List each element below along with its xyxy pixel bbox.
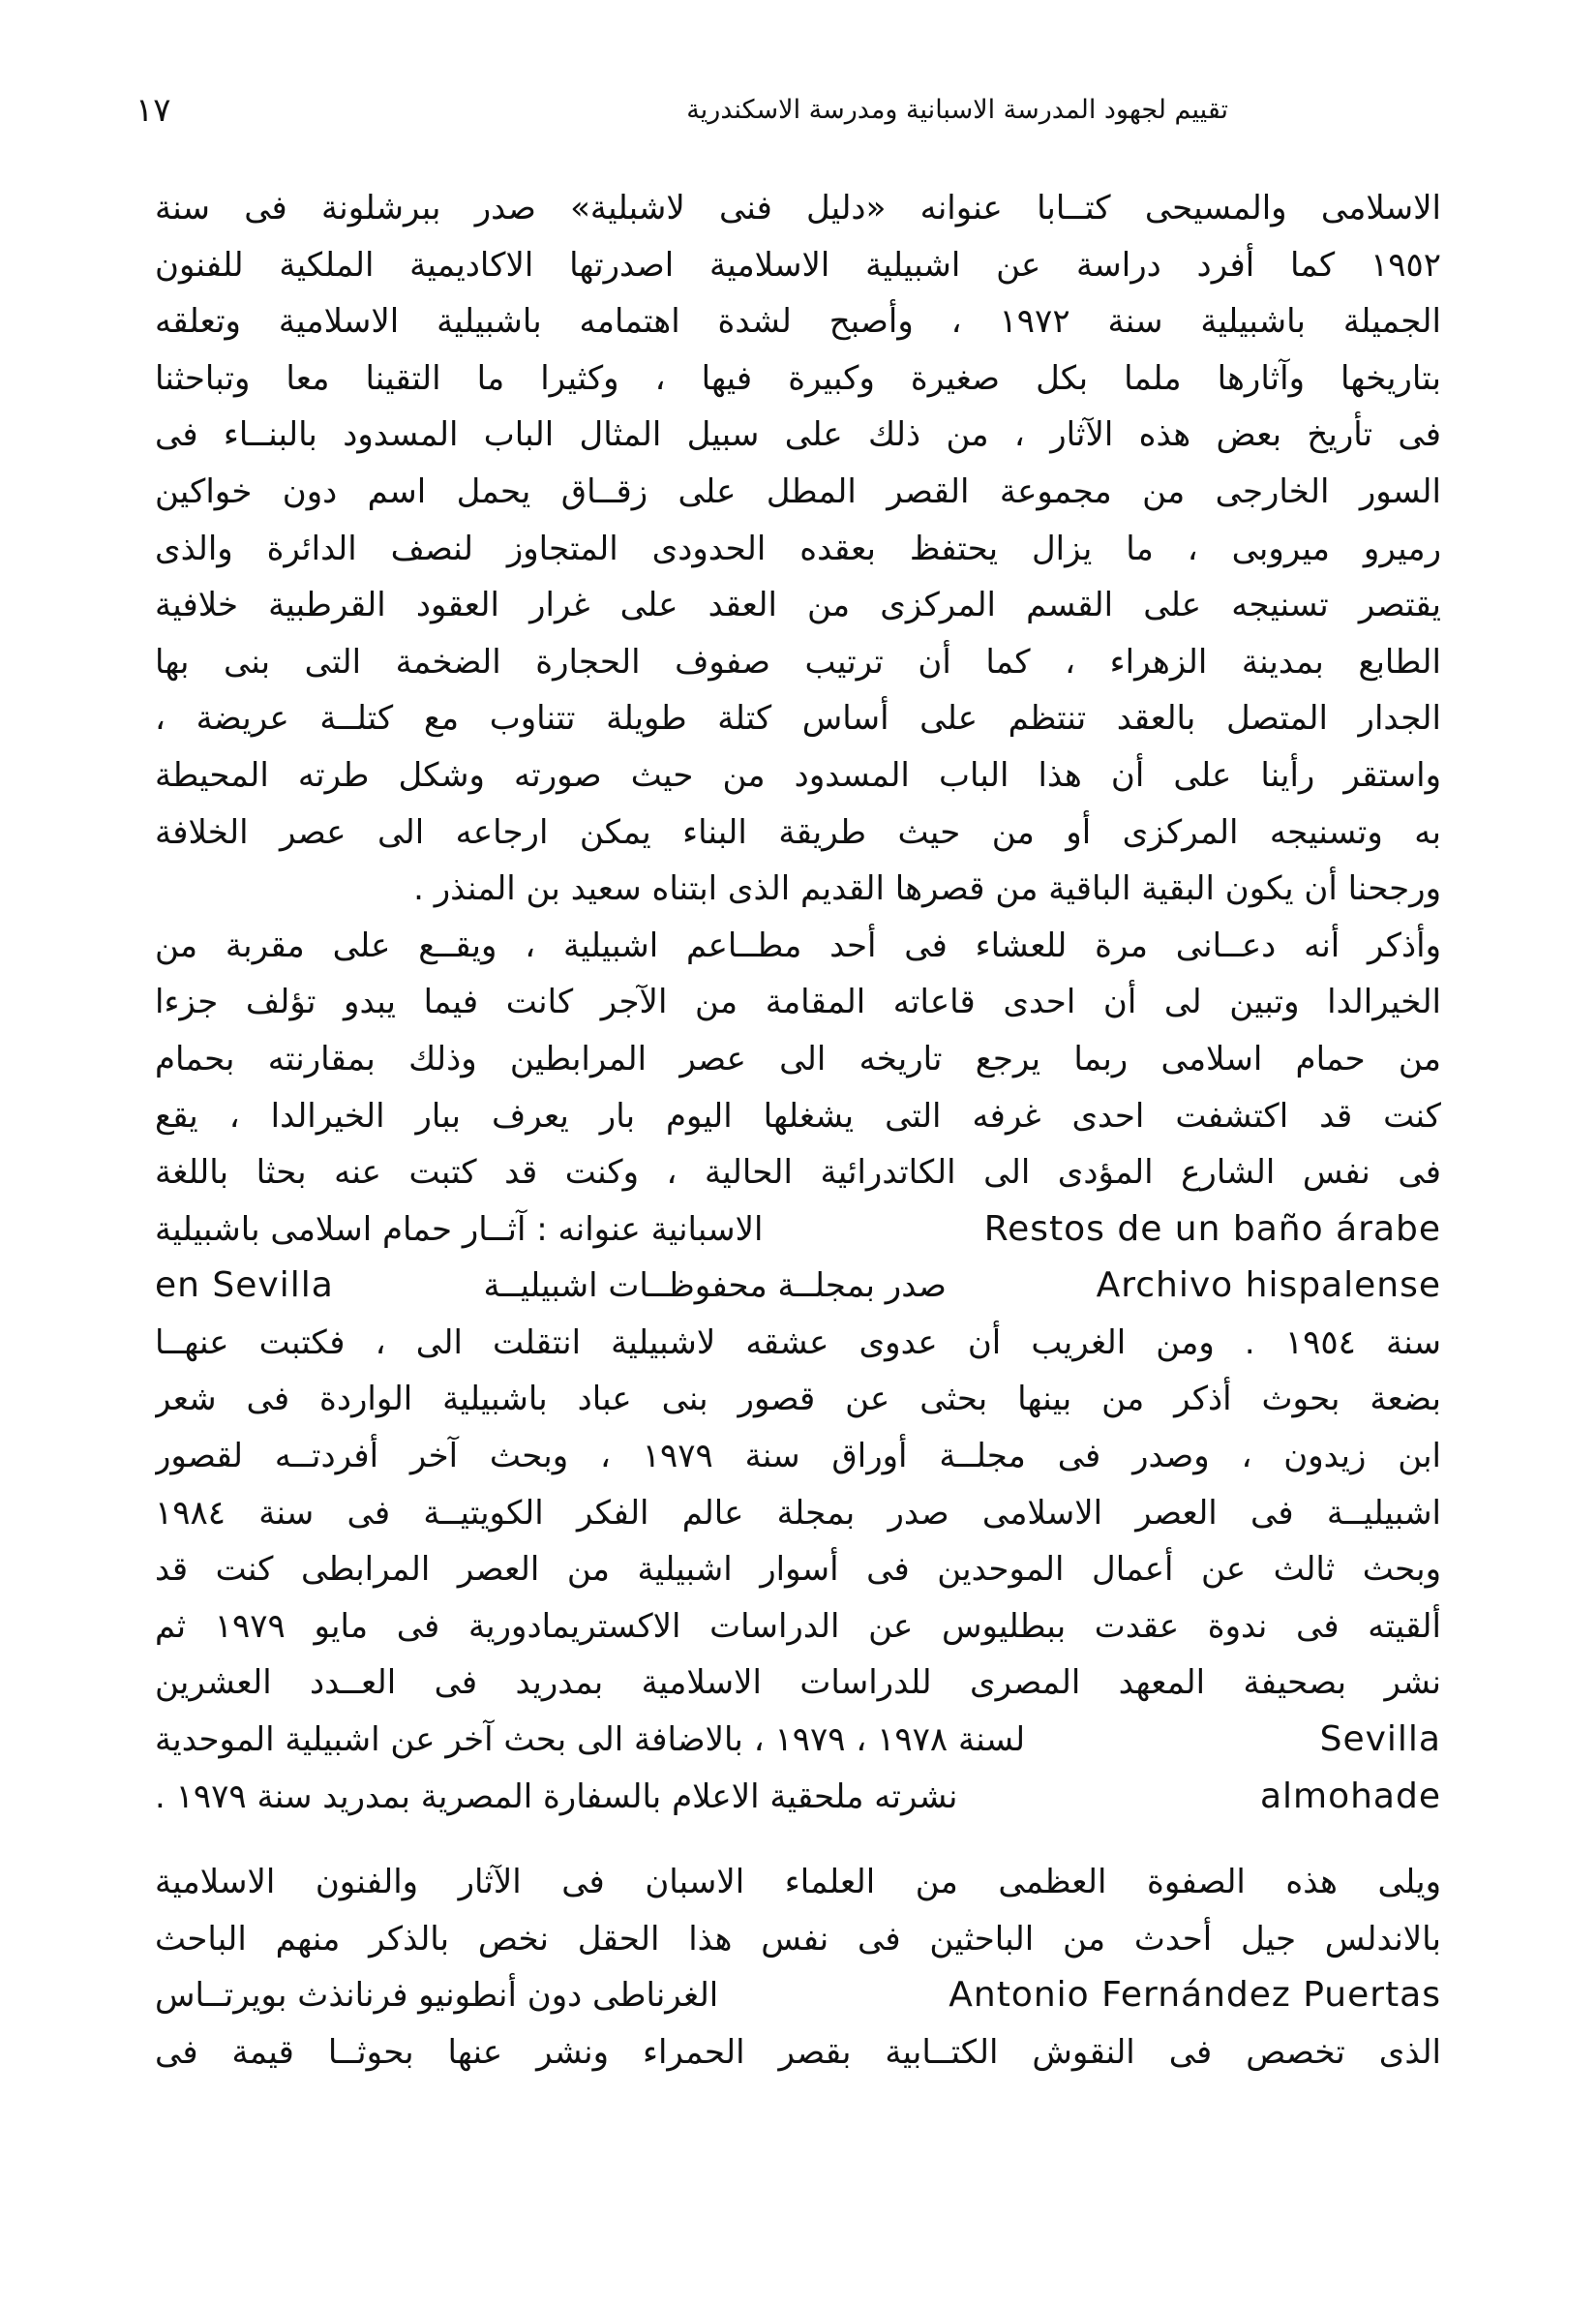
text-line: يقتصر تسنيجه على القسم المركزى من العقد على غرار العقود القرطبية خلافية <box>155 586 1441 625</box>
text-line: بتاريخها وآثارها ملما بكل صغيرة وكبيرة فيها ، وكثيرا ما التقينا معا وتباحثنا <box>155 358 1441 398</box>
text-line: السور الخارجى من مجموعة القصر المطل على زقــاق يحمل اسم دون خواكين <box>155 471 1441 511</box>
text-line: بضعة بحوث أذكر من بينها بحثى عن قصور بنى عباد باشبيلية الواردة فى شعر <box>155 1380 1441 1419</box>
running-title: تقييم لجهود المدرسة الاسبانية ومدرسة الاسكندرية <box>686 95 1228 125</box>
latin-title: Restos de un baño árabe <box>983 1208 1441 1249</box>
paragraph-gap <box>155 1825 1441 1854</box>
text-line: الخيرالدا وتبين لى أن احدى قاعاته المقامة من الآجر كانت فيما يبدو تؤلف جزءا <box>155 983 1441 1022</box>
text-line: واستقر رأينا على أن هذا الباب المسدود من حيث صورته وشكل طرته المحيطة <box>155 755 1441 795</box>
latin-journal: Archivo hispalense <box>1096 1265 1441 1306</box>
arabic-segment: لسنة ١٩٧٨ ، ١٩٧٩ ، بالاضافة الى بحث آخر عن اشبيلية الموحدية <box>155 1720 1026 1760</box>
mixed-line <box>155 1201 1441 1259</box>
text-line: رميرو ميروبى ، ما يزال يحتفظ بعقده الحدودى المتجاوز لنصف الدائرة والذى <box>155 529 1441 568</box>
page-number: ١٧ <box>136 91 171 130</box>
text-line: به وتسنيجه المركزى أو من حيث طريقة البناء يمكن ارجاعه الى عصر الخلافة <box>155 812 1441 852</box>
latin-place: en Sevilla <box>155 1265 334 1306</box>
text-line: فى تأريخ بعض هذه الآثار ، من ذلك على سبيل المثال الباب المسدود بالبنــاء فى <box>155 415 1441 455</box>
text-line: فى نفس الشارع المؤدى الى الكاتدرائية الحالية ، وكنت قد كتبت عنه بحثا باللغة <box>155 1153 1441 1193</box>
latin-word: Sevilla <box>1319 1719 1441 1760</box>
arabic-segment: نشرته ملحقية الاعلام بالسفارة المصرية بمدريد سنة ١٩٧٩ . <box>155 1777 958 1816</box>
text-line: الاسلامى والمسيحى كتــابا عنوانه «دليل فنى لاشبلية» صدر ببرشلونة فى سنة <box>155 189 1441 228</box>
text-line: من حمام اسلامى ربما يرجع تاريخه الى عصر المرابطين وذلك بمقارنته بحمام <box>155 1039 1441 1078</box>
text-line: ألقيته فى ندوة عقدت ببطليوس عن الدراسات الاكستريمادورية فى مايو ١٩٧٩ ثم <box>155 1606 1441 1646</box>
text-line: ورجحنا أن يكون البقية الباقية من قصرها القديم الذى ابتناه سعيد بن المنذر . <box>413 869 1441 909</box>
text-line: ويلى هذه الصفوة العظمى من العلماء الاسبان فى الآثار والفنون الاسلامية <box>155 1863 1441 1902</box>
text-line: نشر بصحيفة المعهد المصرى للدراسات الاسلامية بمدريد فى العــدد العشرين <box>155 1663 1441 1703</box>
mixed-line <box>155 1258 1441 1315</box>
text-line: سنة ١٩٥٤ . ومن الغريب أن عدوى عشقه لاشبيلية انتقلت الى ، فكتبت عنهــا <box>155 1322 1441 1362</box>
text-line: الجدار المتصل بالعقد تنتظم على أساس كتلة طويلة تتناوب مع كتلــة عريضة ، <box>155 699 1441 739</box>
text-line: كنت قد اكتشفت احدى غرفه التى يشغلها اليوم بار يعرف ببار الخيرالدا ، يقع <box>155 1096 1441 1136</box>
arabic-segment: الاسبانية عنوانه : آثــار حمام اسلامى باشبيلية <box>155 1209 764 1249</box>
text-line: الطابع بمدينة الزهراء ، كما أن ترتيب صفوف الحجارة الضخمة التى بنى بها <box>155 642 1441 682</box>
text-line: ابن زيدون ، وصدر فى مجلــة أوراق سنة ١٩٧٩ ، وبحث آخر أفردتــه لقصور <box>155 1437 1441 1476</box>
text-line: بالاندلس جيل أحدث من الباحثين فى نفس هذا الحقل نخص بالذكر منهم الباحث <box>155 1919 1441 1959</box>
mixed-line <box>155 1769 1441 1826</box>
text-line: الجميلة باشبيلية سنة ١٩٧٢ ، وأصبح لشدة اهتمامه باشبيلية الاسلامية وتعلقه <box>155 302 1441 342</box>
body-text <box>155 180 1441 2081</box>
text-line: وأذكر أنه دعــانى مرة للعشاء فى أحد مطــاعم اشبيلية ، ويقــع على مقربة من <box>155 926 1441 965</box>
mixed-line <box>155 1967 1441 2024</box>
latin-word: almohade <box>1259 1776 1441 1816</box>
page-header <box>136 85 1460 143</box>
latin-name: Antonio Fernández Puertas <box>949 1975 1441 2016</box>
mixed-line <box>155 1712 1441 1769</box>
text-line: وبحث ثالث عن أعمال الموحدين فى أسوار اشبيلية من العصر المرابطى كنت قد <box>155 1550 1441 1590</box>
text-line: اشبيليــة فى العصر الاسلامى صدر بمجلة عالم الفكر الكويتيــة فى سنة ١٩٨٤ <box>155 1493 1441 1533</box>
text-line: الذى تخصص فى النقوش الكتــابية بقصر الحمراء ونشر عنها بحوثــا قيمة فى <box>155 2033 1441 2072</box>
arabic-segment: صدر بمجلــة محفوظــات اشبيليــة <box>483 1266 947 1306</box>
arabic-segment: الغرناطى دون أنطونيو فرنانذث بويرتــاس <box>155 1976 719 2016</box>
text-line: ١٩٥٢ كما أفرد دراسة عن اشبيلية الاسلامية اصدرتها الاكاديمية الملكية للفنون <box>155 245 1441 285</box>
